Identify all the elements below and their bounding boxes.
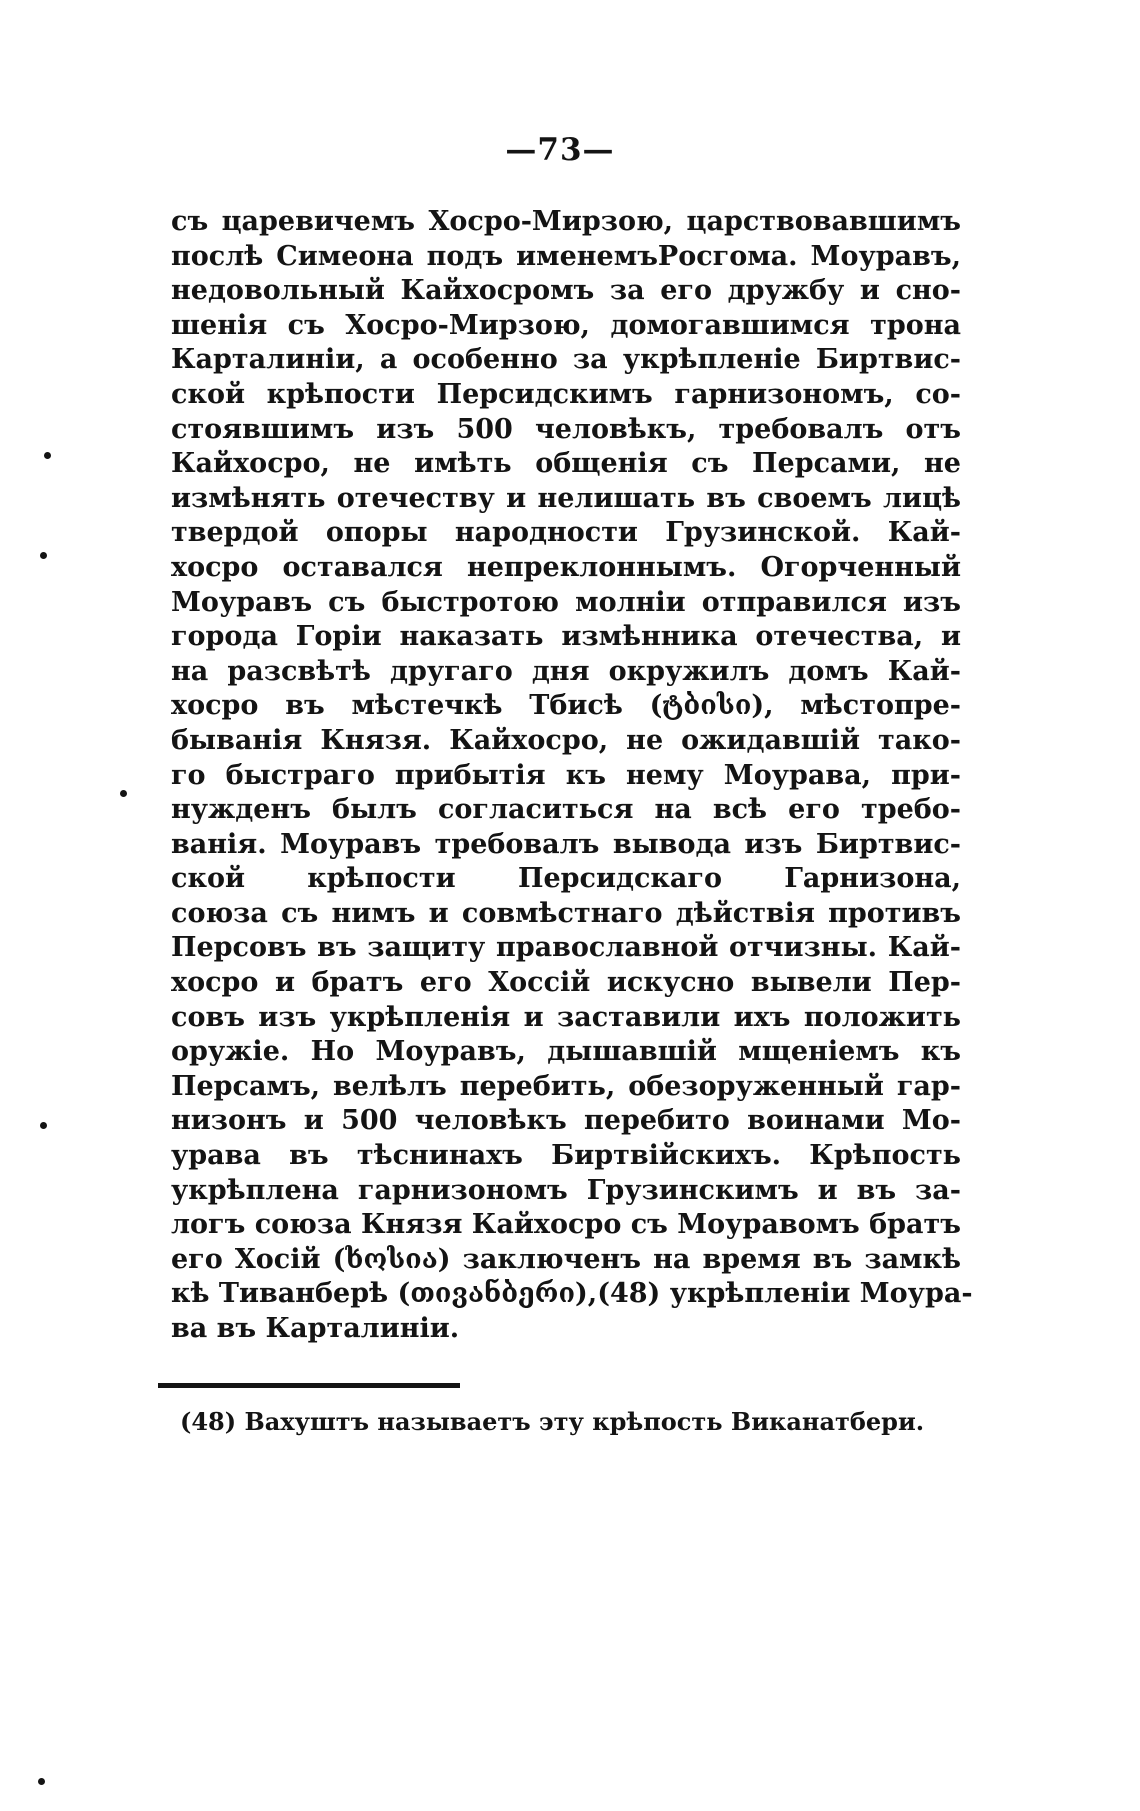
text-line: хосро и братъ его Хоссій искусно вывели Пер- [171,967,961,999]
text-line: недовольный Кайхосромъ за его дружбу и сно- [171,275,961,307]
text-line: хосро оставался непреклоннымъ. Огорченный [171,551,961,583]
margin-mark [38,1778,45,1785]
text-line: низонъ и 500 человѣкъ перебито воинами Мо- [171,1105,961,1137]
text-line: кѣ Тиванберѣ (თივანბერი),(48) укрѣпленіи Моура- [171,1278,973,1310]
text-line: оружіе. Но Моуравъ, дышавшій мщеніемъ къ [171,1036,961,1068]
body-text [171,205,973,1347]
text-line: Персовъ въ защиту православной отчизны. Кай- [171,932,961,964]
text-line: послѣ Симеона подъ именемъРосгома. Моуравъ, [171,240,961,272]
text-line: на разсвѣтѣ другаго дня окружилъ домъ Кай- [171,655,961,687]
text-line: логъ союза Князя Кайхосро съ Моуравомъ братъ [171,1209,961,1241]
margin-mark [40,552,47,559]
text-line: Персамъ, велѣлъ перебить, обезоруженный гар- [171,1070,961,1102]
text-line: твердой опоры народности Грузинской. Кай- [171,517,961,549]
footnote-rule [158,1383,460,1388]
text-line: быванія Князя. Кайхосро, не ожидавшій тако- [171,724,961,756]
text-line: ской крѣпости Персидскаго Гарнизона, [171,863,961,895]
text-line: измѣнять отечеству и нелишать въ своемъ лицѣ [171,482,961,514]
footnote: (48) Вахуштъ называетъ эту крѣпость Виканатбери. [180,1407,925,1436]
text-line: урава въ тѣснинахъ Биртвійскихъ. Крѣпость [171,1140,961,1172]
text-line: укрѣплена гарнизономъ Грузинскимъ и въ за- [171,1174,961,1206]
text-line: ва въ Карталиніи. [171,1313,460,1344]
text-line: го быстраго прибытія къ нему Моурава, при- [171,759,961,791]
text-line: Карталиніи, а особенно за укрѣпленіе Биртвис- [171,344,961,376]
text-line: нужденъ былъ согласиться на всѣ его требо- [171,794,961,826]
text-line: ванія. Моуравъ требовалъ вывода изъ Биртвис- [171,828,961,860]
text-line: стоявшимъ изъ 500 человѣкъ, требовалъ отъ [171,413,961,445]
text-line: совъ изъ укрѣпленія и заставили ихъ положить [171,1001,961,1033]
text-line: съ царевичемъ Хосро-Мирзою, царствовавшимъ [171,206,961,237]
text-line: хосро въ мѣстечкѣ Тбисѣ (ტბისი), мѣстопре- [171,690,961,722]
text-line: Кайхосро, не имѣть общенія съ Персами, не [171,448,961,480]
text-line: шенія съ Хосро-Мирзою, домогавшимся трона [171,309,961,341]
margin-mark [120,790,127,797]
text-line: ской крѣпости Персидскимъ гарнизономъ, со- [171,378,961,410]
text-line: города Горіи наказать измѣнника отечества, и [171,621,961,653]
text-line: союза съ нимъ и совмѣстнаго дѣйствія противъ [171,897,961,929]
text-line: его Хосій (ხოსია) заключенъ на время въ замкѣ [171,1243,961,1275]
margin-mark [40,1122,47,1129]
margin-mark [44,452,51,459]
text-line: Моуравъ съ быстротою молніи отправился изъ [171,586,961,618]
page-number: —73— [505,132,615,168]
